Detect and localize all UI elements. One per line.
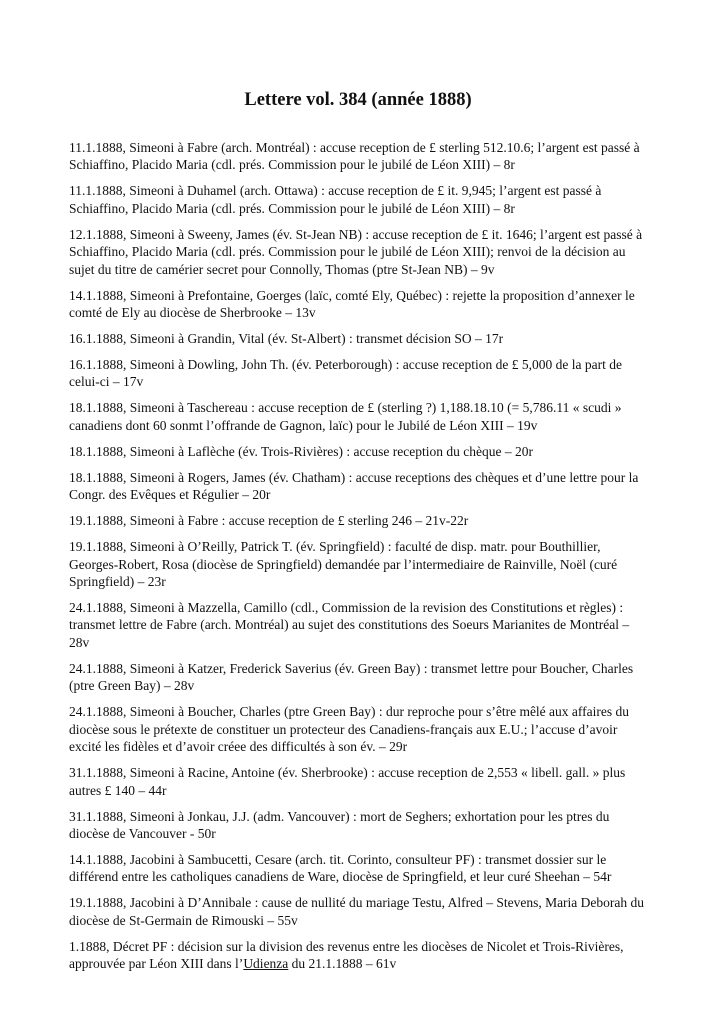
entry-text-after: du 21.1.1888 – 61v [288,956,397,972]
letter-entry: 18.1.1888, Simeoni à Rogers, James (év. Chatham) : accuse receptions des chèques et d’une lettre pour la Congr. des Evêques et Régulier – 20r [69,469,639,503]
letter-entry: 16.1.1888, Simeoni à Grandin, Vital (év. St-Albert) : transmet décision SO – 17r [69,331,504,347]
letter-entries-list [69,139,647,973]
letter-entry: 19.1.1888, Simeoni à O’Reilly, Patrick T. (év. Springfield) : faculté de disp. matr. pour Bouthillier, Georges-Robert, Rosa (diocèse de Springfield) demandée par l’intermediaire de Rainville, Noël (curé Springfield) – 23r [69,539,618,590]
letter-entry: 24.1.1888, Simeoni à Mazzella, Camillo (cdl., Commission de la revision des Constitutions et règles) : transmet lettre de Fabre (arch. Montréal) au sujet des constitutions des Soeurs Marianites de Montréal – 28v [69,600,630,650]
entry-text-before: 1.1888, Décret PF : décision sur la division des revenus entre les diocèses de Nicolet et Trois-Rivières, approuvée par Léon XIII dans l’ [69,938,624,972]
letter-entry-decree [69,938,647,973]
entry-underlined-word: Udienza [243,956,289,972]
page-title: Lettere vol. 384 (année 1888) [244,90,472,110]
letter-entry: 31.1.1888, Simeoni à Racine, Antoine (év. Sherbrooke) : accuse reception de 2,553 « libell. gall. » plus autres £ 140 – 44r [69,765,626,798]
letter-entry: 11.1.1888, Simeoni à Fabre (arch. Montréal) : accuse reception de £ sterling 512.10.6; l’argent est passé à Schiaffino, Placido Maria (cdl. prés. Commission pour le jubilé de Léon XIII) – 8r [69,140,640,173]
letter-entry: 14.1.1888, Simeoni à Prefontaine, Goerges (laïc, comté Ely, Québec) : rejette la proposition d’annexer le comté de Ely au diocèse de Sherbrooke – 13v [69,287,635,321]
letter-entry: 31.1.1888, Simeoni à Jonkau, J.J. (adm. Vancouver) : mort de Seghers; exhortation pour les ptres du diocèse de Vancouver - 50r [69,808,610,841]
letter-entry: 14.1.1888, Jacobini à Sambucetti, Cesare (arch. tit. Corinto, consulteur PF) : transmet dossier sur le différend entre les catholiques canadiens de Ware, diocèse de Springfield, et leur curé Sheehan – 54r [69,851,612,885]
letter-entry: 19.1.1888, Simeoni à Fabre : accuse reception de £ sterling 246 – 21v-22r [69,513,469,529]
letter-entry: 16.1.1888, Simeoni à Dowling, John Th. (év. Peterborough) : accuse reception de £ 5,000 de la part de celui-ci – 17v [69,357,622,390]
letter-entry: 19.1.1888, Jacobini à D’Annibale : cause de nullité du mariage Testu, Alfred – Stevens, Maria Deborah du diocèse de St-Germain de Rimouski – 55v [69,895,645,928]
letter-entry: 12.1.1888, Simeoni à Sweeny, James (év. St-Jean NB) : accuse reception de £ it. 1646; l’argent est passé à Schiaffino, Placido Maria (cdl. prés. Commission pour le jubilé de Léon XIII); renvoi de la décision au sujet du titre de camérier secret pour Connolly, Thomas (ptre St-Jean NB) – 9v [69,226,643,277]
letter-entry: 11.1.1888, Simeoni à Duhamel (arch. Ottawa) : accuse reception de £ it. 9,945; l’argent est passé à Schiaffino, Placido Maria (cdl. prés. Commission pour le jubilé de Léon XIII) – 8r [69,183,602,216]
letter-entry: 24.1.1888, Simeoni à Katzer, Frederick Saverius (év. Green Bay) : transmet lettre pour Boucher, Charles (ptre Green Bay) – 28v [69,660,634,694]
letter-entry: 18.1.1888, Simeoni à Taschereau : accuse reception de £ (sterling ?) 1,188.18.10 (= 5,786.11 « scudi » canadiens dont 60 sonmt l’offrande de Gagnon, laïc) pour le Jubilé de Léon XIII – 19v [69,400,622,433]
letter-entry: 24.1.1888, Simeoni à Boucher, Charles (ptre Green Bay) : dur reproche pour s’être mêlé aux affaires du diocèse sous le prétexte de constituer un protecteur des Canadiens-français aux E.U.; l’accuse d’avoir excité les fidèles et d’avoir créee des difficultés à son év. – 29r [69,704,630,755]
letter-entry: 18.1.1888, Simeoni à Laflèche (év. Trois-Rivières) : accuse reception du chèque – 20r [69,443,533,459]
